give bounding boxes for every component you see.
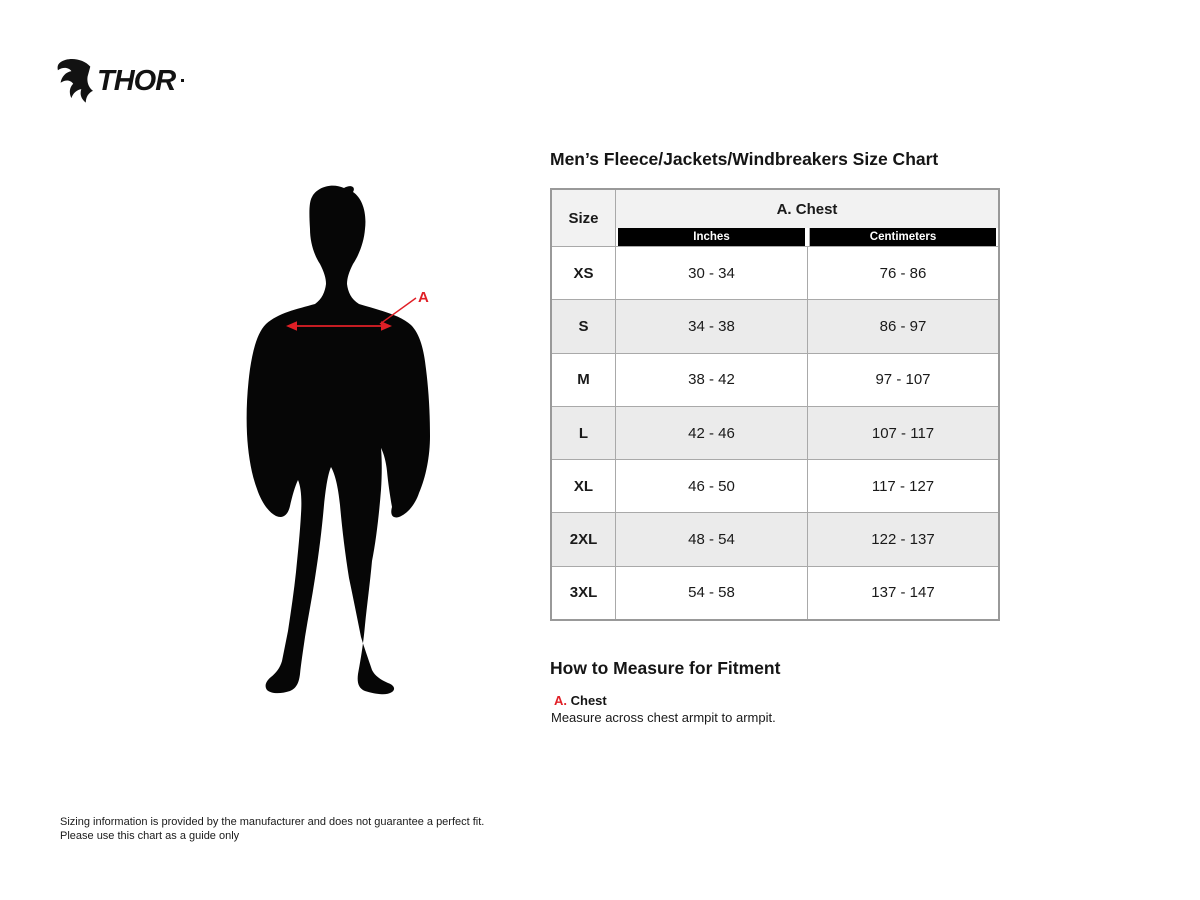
- annotation-label-a: A: [418, 289, 429, 306]
- unit-header-centimeters: Centimeters: [809, 228, 996, 246]
- size-cell-3xl: 3XL: [552, 566, 616, 619]
- inches-cell-xl: 46 - 50: [616, 459, 807, 512]
- size-cell-l: L: [552, 406, 616, 459]
- inches-cell-m: 38 - 42: [616, 353, 807, 406]
- size-chart-title: Men’s Fleece/Jackets/Windbreakers Size Chart: [550, 149, 939, 169]
- size-table: [550, 188, 1000, 621]
- chest-column-header: A. Chest: [616, 190, 998, 228]
- brand-name: THOR: [97, 64, 176, 97]
- male-silhouette-figure: [240, 183, 440, 703]
- size-cell-xl: XL: [552, 459, 616, 512]
- disclaimer-line-1: Sizing information is provided by the manufacturer and does not guarantee a perfect fit.: [60, 816, 485, 828]
- inches-cell-3xl: 54 - 58: [616, 566, 807, 619]
- inches-cell-l: 42 - 46: [616, 406, 807, 459]
- measure-item-chest: [554, 693, 607, 708]
- size-cell-xs: XS: [552, 246, 616, 299]
- centimeters-cell-xl: 117 - 127: [807, 459, 998, 512]
- inches-cell-2xl: 48 - 54: [616, 512, 807, 565]
- centimeters-cell-3xl: 137 - 147: [807, 566, 998, 619]
- how-to-measure-title: How to Measure for Fitment: [550, 658, 781, 678]
- centimeters-cell-s: 86 - 97: [807, 299, 998, 352]
- thor-ram-icon: [57, 58, 93, 104]
- male-silhouette: [247, 186, 430, 695]
- unit-header-inches: Inches: [618, 228, 805, 246]
- centimeters-cell-l: 107 - 117: [807, 406, 998, 459]
- size-column-header: Size: [552, 190, 616, 246]
- trademark-dot: [181, 79, 184, 82]
- measure-item-name: Chest: [570, 693, 607, 708]
- size-cell-m: M: [552, 353, 616, 406]
- inches-cell-xs: 30 - 34: [616, 246, 807, 299]
- centimeters-cell-2xl: 122 - 137: [807, 512, 998, 565]
- centimeters-cell-m: 97 - 107: [807, 353, 998, 406]
- disclaimer: [60, 816, 484, 843]
- centimeters-cell-xs: 76 - 86: [807, 246, 998, 299]
- size-cell-2xl: 2XL: [552, 512, 616, 565]
- size-cell-s: S: [552, 299, 616, 352]
- inches-cell-s: 34 - 38: [616, 299, 807, 352]
- measure-item-key: A.: [554, 693, 567, 708]
- measure-item-description: Measure across chest armpit to armpit.: [551, 710, 776, 725]
- disclaimer-line-2: Please use this chart as a guide only: [60, 829, 240, 842]
- brand-logo: [57, 58, 184, 104]
